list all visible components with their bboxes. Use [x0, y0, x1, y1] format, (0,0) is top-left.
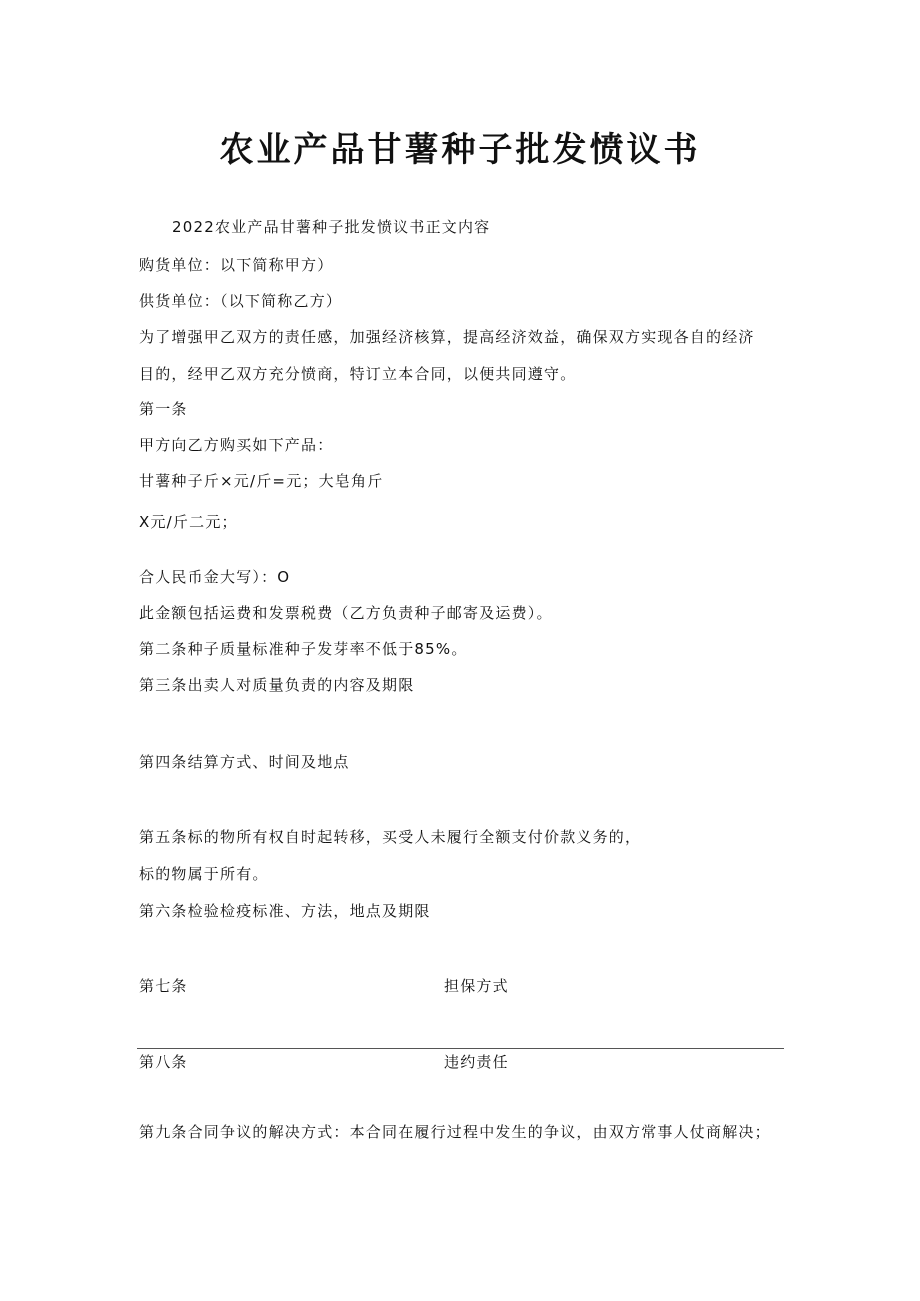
article-3: 第三条出卖人对质量负责的内容及期限 [139, 676, 415, 694]
article-5-line-2: 标的物属于所有。 [139, 865, 269, 883]
article-1-heading: 第一条 [139, 400, 188, 418]
article-1-text: 甲方向乙方购买如下产品： [139, 436, 334, 454]
article-4: 第四条结算方式、时间及地点 [139, 753, 350, 771]
divider-line [137, 1048, 784, 1049]
article-7-title: 担保方式 [444, 977, 509, 995]
purpose-line-1: 为了增强甲乙双方的责任感，加强经济核算，提高经济效益，确保双方实现各自的经济 [139, 328, 755, 346]
article-7-label: 第七条 [139, 977, 188, 995]
article-2: 第二条种子质量标准种子发芽率不低于85%。 [139, 640, 468, 658]
product-line-2: X元/斤二元； [139, 513, 238, 531]
article-5-line-1: 第五条标的物所有权自时起转移，买受人未履行全额支付价款义务的， [139, 828, 642, 846]
fee-note: 此金额包括运费和发票税费（乙方负责种子邮寄及运费）。 [139, 604, 553, 622]
product-line-1: 甘薯种子斤×元/斤=元；大皂角斤 [139, 472, 384, 490]
article-6: 第六条检验检疫标准、方法，地点及期限 [139, 902, 431, 920]
supplier-line: 供货单位：（以下简称乙方） [139, 292, 343, 310]
article-9: 第九条合同争议的解决方式：本合同在履行过程中发生的争议，由双方常事人仗商解决； [139, 1123, 771, 1141]
total-line: 合人民币金大写）：O [139, 568, 291, 586]
article-8-label: 第八条 [139, 1053, 188, 1071]
purpose-line-2: 目的，经甲乙双方充分愤商，特订立本合同，以便共同遵守。 [139, 365, 577, 383]
intro-line: 2022农业产品甘薯种子批发愤议书正文内容 [172, 218, 491, 236]
document-title: 农业产品甘薯种子批发愤议书 [219, 130, 701, 170]
buyer-line: 购货单位：以下简称甲方） [139, 256, 334, 274]
article-8-title: 违约责任 [444, 1053, 509, 1071]
